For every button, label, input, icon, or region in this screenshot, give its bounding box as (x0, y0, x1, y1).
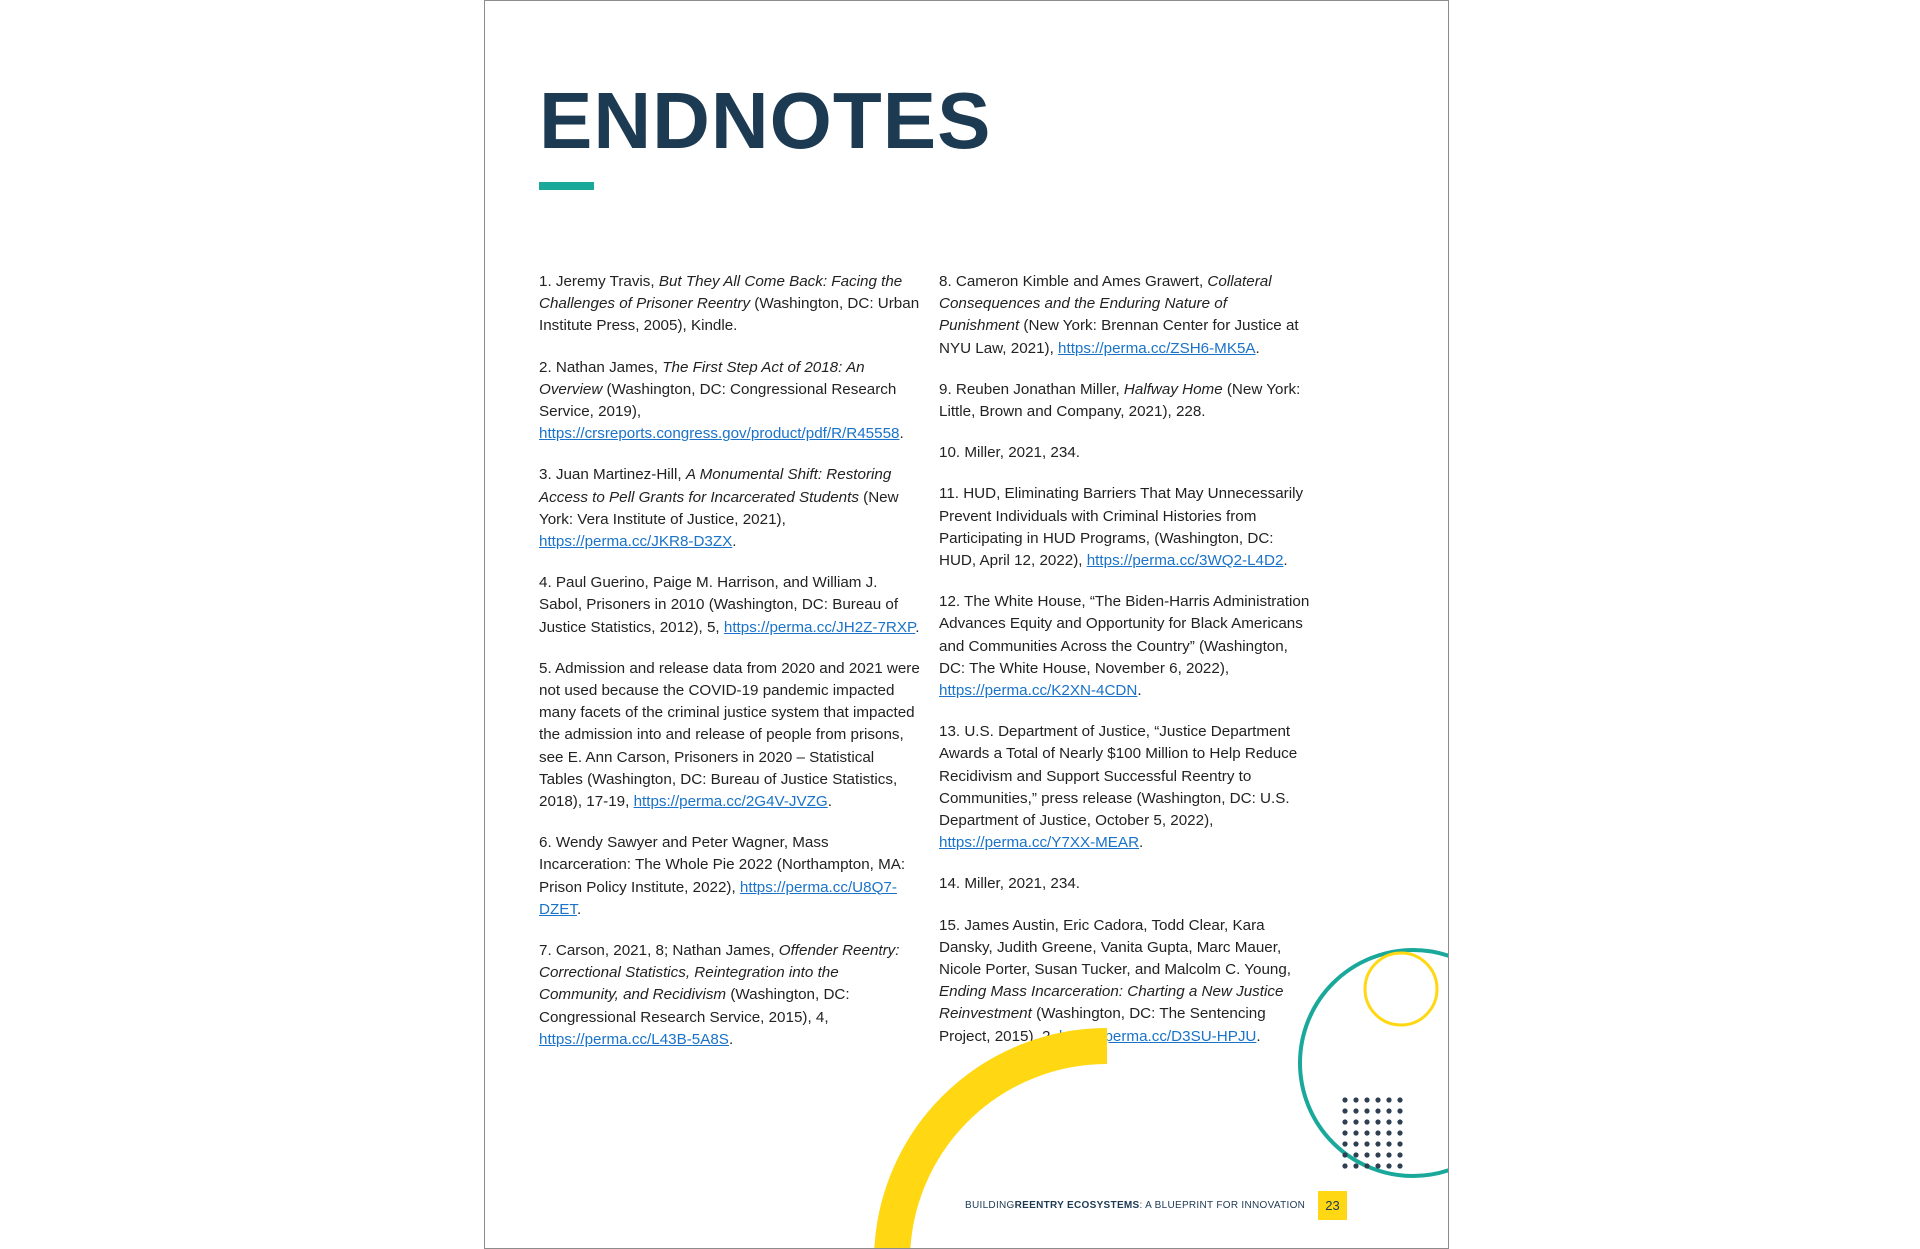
dot (1397, 1097, 1402, 1102)
endnote-title: Ending Mass Incarceration: Charting a New Justice Reinvestment (939, 983, 1284, 1023)
endnote-link[interactable]: https://perma.cc/3WQ2-L4D2 (1086, 552, 1284, 570)
endnote-text: . (915, 618, 920, 636)
dot (1353, 1163, 1358, 1168)
dot (1397, 1141, 1402, 1146)
endnote-text: . (728, 1030, 734, 1048)
dot (1353, 1141, 1358, 1146)
dot (1353, 1097, 1358, 1102)
dot (1375, 1141, 1380, 1146)
endnote-link[interactable]: https://perma.cc/Y7XX-MEAR (939, 834, 1140, 852)
endnote-link[interactable]: https://perma.cc/U8Q7-DZET (539, 878, 897, 918)
endnote-text: 11. HUD, Eliminating Barriers That May Unnecessarily Prevent Individuals with Criminal Histories from Participating in HUD Programs, (Washington, DC: HUD, April 12, 2022), (939, 485, 1304, 570)
endnote-text: (New York: Little, Brown and Company, 2021), 228. (939, 380, 1301, 421)
endnote-text: . (1255, 339, 1260, 357)
endnote-text: . (1283, 552, 1288, 570)
dot (1375, 1119, 1380, 1124)
endnote-text: (New York: Brennan Center for Justice at NYU Law, 2021), (939, 317, 1299, 357)
dot (1353, 1130, 1358, 1135)
dot (1342, 1152, 1347, 1157)
page-number-badge: 23 (1318, 1191, 1347, 1220)
footer-text-part3: : A BLUEPRINT FOR INNOVATION (1139, 1199, 1306, 1211)
endnote-title: Halfway Home (1123, 380, 1223, 398)
dot (1364, 1141, 1369, 1146)
dot (1353, 1119, 1358, 1124)
endnote-text: (New York: Vera Institute of Justice, 2021), (539, 488, 899, 528)
endnote-title: Collateral Consequences and the Enduring Nature of Punishment (939, 273, 1272, 335)
endnote-text: 13. U.S. Department of Justice, “Justice Department Awards a Total of Nearly $100 Million to Help Reduce Recidivism and Support Successful Reentry to Communities,” press release (Washington, DC: U.S. Department of Justice, October 5, 2022), (939, 723, 1298, 830)
dot (1375, 1152, 1380, 1157)
endnote-link[interactable]: https://perma.cc/2G4V-JVZG (633, 793, 828, 811)
page-footer (965, 1193, 1305, 1217)
endnote-title: Offender Reentry: Correctional Statistics, Reintegration into the Community, and Recidivism (539, 942, 900, 1004)
endnote-text: (Washington, DC: Congressional Research Service, 2019), (539, 380, 897, 421)
dot (1342, 1163, 1347, 1168)
dot (1342, 1097, 1347, 1102)
endnote-text: . (899, 425, 904, 443)
dot (1397, 1152, 1402, 1157)
endnote-text: 14. Miller, 2021, 234. (939, 875, 1080, 893)
dot (1386, 1119, 1391, 1124)
teal-circle-icon (1300, 950, 1449, 1176)
dot (1342, 1130, 1347, 1135)
endnote-text: 1. Jeremy Travis, (539, 273, 659, 290)
endnote-text: . (732, 533, 737, 551)
dot (1342, 1141, 1347, 1146)
footer-text-bold: REENTRY ECOSYSTEMS (1014, 1199, 1140, 1211)
endnote-link[interactable]: https://perma.cc/D3SU-HPJU (1058, 1027, 1257, 1045)
dot (1375, 1108, 1380, 1113)
endnote-text: 15. James Austin, Eric Cadora, Todd Clear, Kara Dansky, Judith Greene, Vanita Gupta, Marc Mauer, Nicole Porter, Susan Tucker, and Malcolm C. Young, (939, 916, 1292, 979)
dot (1397, 1108, 1402, 1113)
endnote-title: But They All Come Back: Facing the Challenges of Prisoner Reentry (539, 273, 903, 313)
dot (1397, 1119, 1402, 1124)
dot (1397, 1163, 1402, 1168)
dot (1364, 1152, 1369, 1157)
endnote-text: (Washington, DC: Urban Institute Press, 2005), Kindle. (539, 295, 920, 335)
endnote-link[interactable]: https://perma.cc/ZSH6-MK5A (1058, 339, 1256, 357)
endnote-text: (Washington, DC: Congressional Research Service, 2015), 4, (539, 986, 850, 1026)
endnote-link[interactable]: https://crsreports.congress.gov/product/pdf/R/R45558 (539, 425, 900, 443)
endnote-text: 8. Cameron Kimble and Ames Grawert, (939, 273, 1208, 290)
endnote-text: 3. Juan Martinez-Hill, (539, 466, 686, 484)
dot (1397, 1130, 1402, 1135)
dot (1375, 1097, 1380, 1102)
endnote-link[interactable]: https://perma.cc/JKR8-D3ZX (539, 533, 733, 551)
endnote-link[interactable]: https://perma.cc/JH2Z-7RXP (723, 618, 916, 636)
endnote-link[interactable]: https://perma.cc/L43B-5A8S (539, 1030, 729, 1048)
endnote-title: A Monumental Shift: Restoring Access to Pell Grants for Incarcerated Students (539, 466, 892, 506)
endnote-text: . (576, 900, 582, 918)
dot (1386, 1163, 1391, 1168)
dot (1364, 1130, 1369, 1135)
dot (1386, 1097, 1391, 1102)
page-title: ENDNOTES (539, 76, 992, 165)
endnote-text: 5. Admission and release data from 2020 and 2021 were not used because the COVID-19 pandemic impacted many facets of the criminal justice system that impacted the admission into and release of people from prisons, see E. Ann Carson, Prisoners in 2020 – Statistical Tables (Washington, DC: Bureau of Justice Statistics, 2018), 17-19, (539, 659, 920, 811)
dot (1375, 1130, 1380, 1135)
endnote-text: . (1139, 834, 1144, 852)
dot (1342, 1119, 1347, 1124)
dot (1386, 1108, 1391, 1113)
dot (1386, 1141, 1391, 1146)
dot (1386, 1152, 1391, 1157)
endnote-text: 4. Paul Guerino, Paige M. Harrison, and William J. Sabol, Prisoners in 2010 (Washington, DC: Bureau of Justice Statistics, 2012), 5, (539, 574, 899, 636)
endnote-text: 7. Carson, 2021, 8; Nathan James, (539, 942, 779, 960)
dot (1353, 1108, 1358, 1113)
document-page (484, 0, 1449, 1249)
endnote-text: 6. Wendy Sawyer and Peter Wagner, Mass Incarceration: The Whole Pie 2022 (Northampton, MA: Prison Policy Institute, 2022), (539, 834, 906, 896)
yellow-arc-icon (892, 1046, 1107, 1249)
endnote-text: 2. Nathan James, (539, 358, 663, 376)
endnote-text: 10. Miller, 2021, 234. (939, 444, 1080, 462)
endnote-text: 9. Reuben Jonathan Miller, (939, 380, 1124, 398)
endnote-link[interactable]: https://perma.cc/K2XN-4CDN (939, 682, 1138, 700)
endnote-text: . (1137, 682, 1142, 700)
endnote-title: The First Step Act of 2018: An Overview (539, 358, 865, 398)
dot (1364, 1108, 1369, 1113)
endnote-text: . (827, 793, 832, 811)
endnote-text: (Washington, DC: The Sentencing Project, 2015), 2, (939, 1005, 1266, 1045)
dot (1386, 1130, 1391, 1135)
dot (1364, 1097, 1369, 1102)
footer-text-part1: BUILDING (965, 1199, 1015, 1211)
endnote-text: 12. The White House, “The Biden-Harris Administration Advances Equity and Opportunity for Black Americans and Communities Across the Country” (Washington, DC: The White House, November 6, 2022), (939, 593, 1310, 677)
dot (1353, 1152, 1358, 1157)
decorative-graphics (485, 1, 1449, 1249)
dot (1364, 1119, 1369, 1124)
endnote-text: . (1256, 1027, 1261, 1045)
dot (1364, 1163, 1369, 1168)
dot (1342, 1108, 1347, 1113)
yellow-circle-icon (1365, 953, 1437, 1025)
dot (1375, 1163, 1380, 1168)
